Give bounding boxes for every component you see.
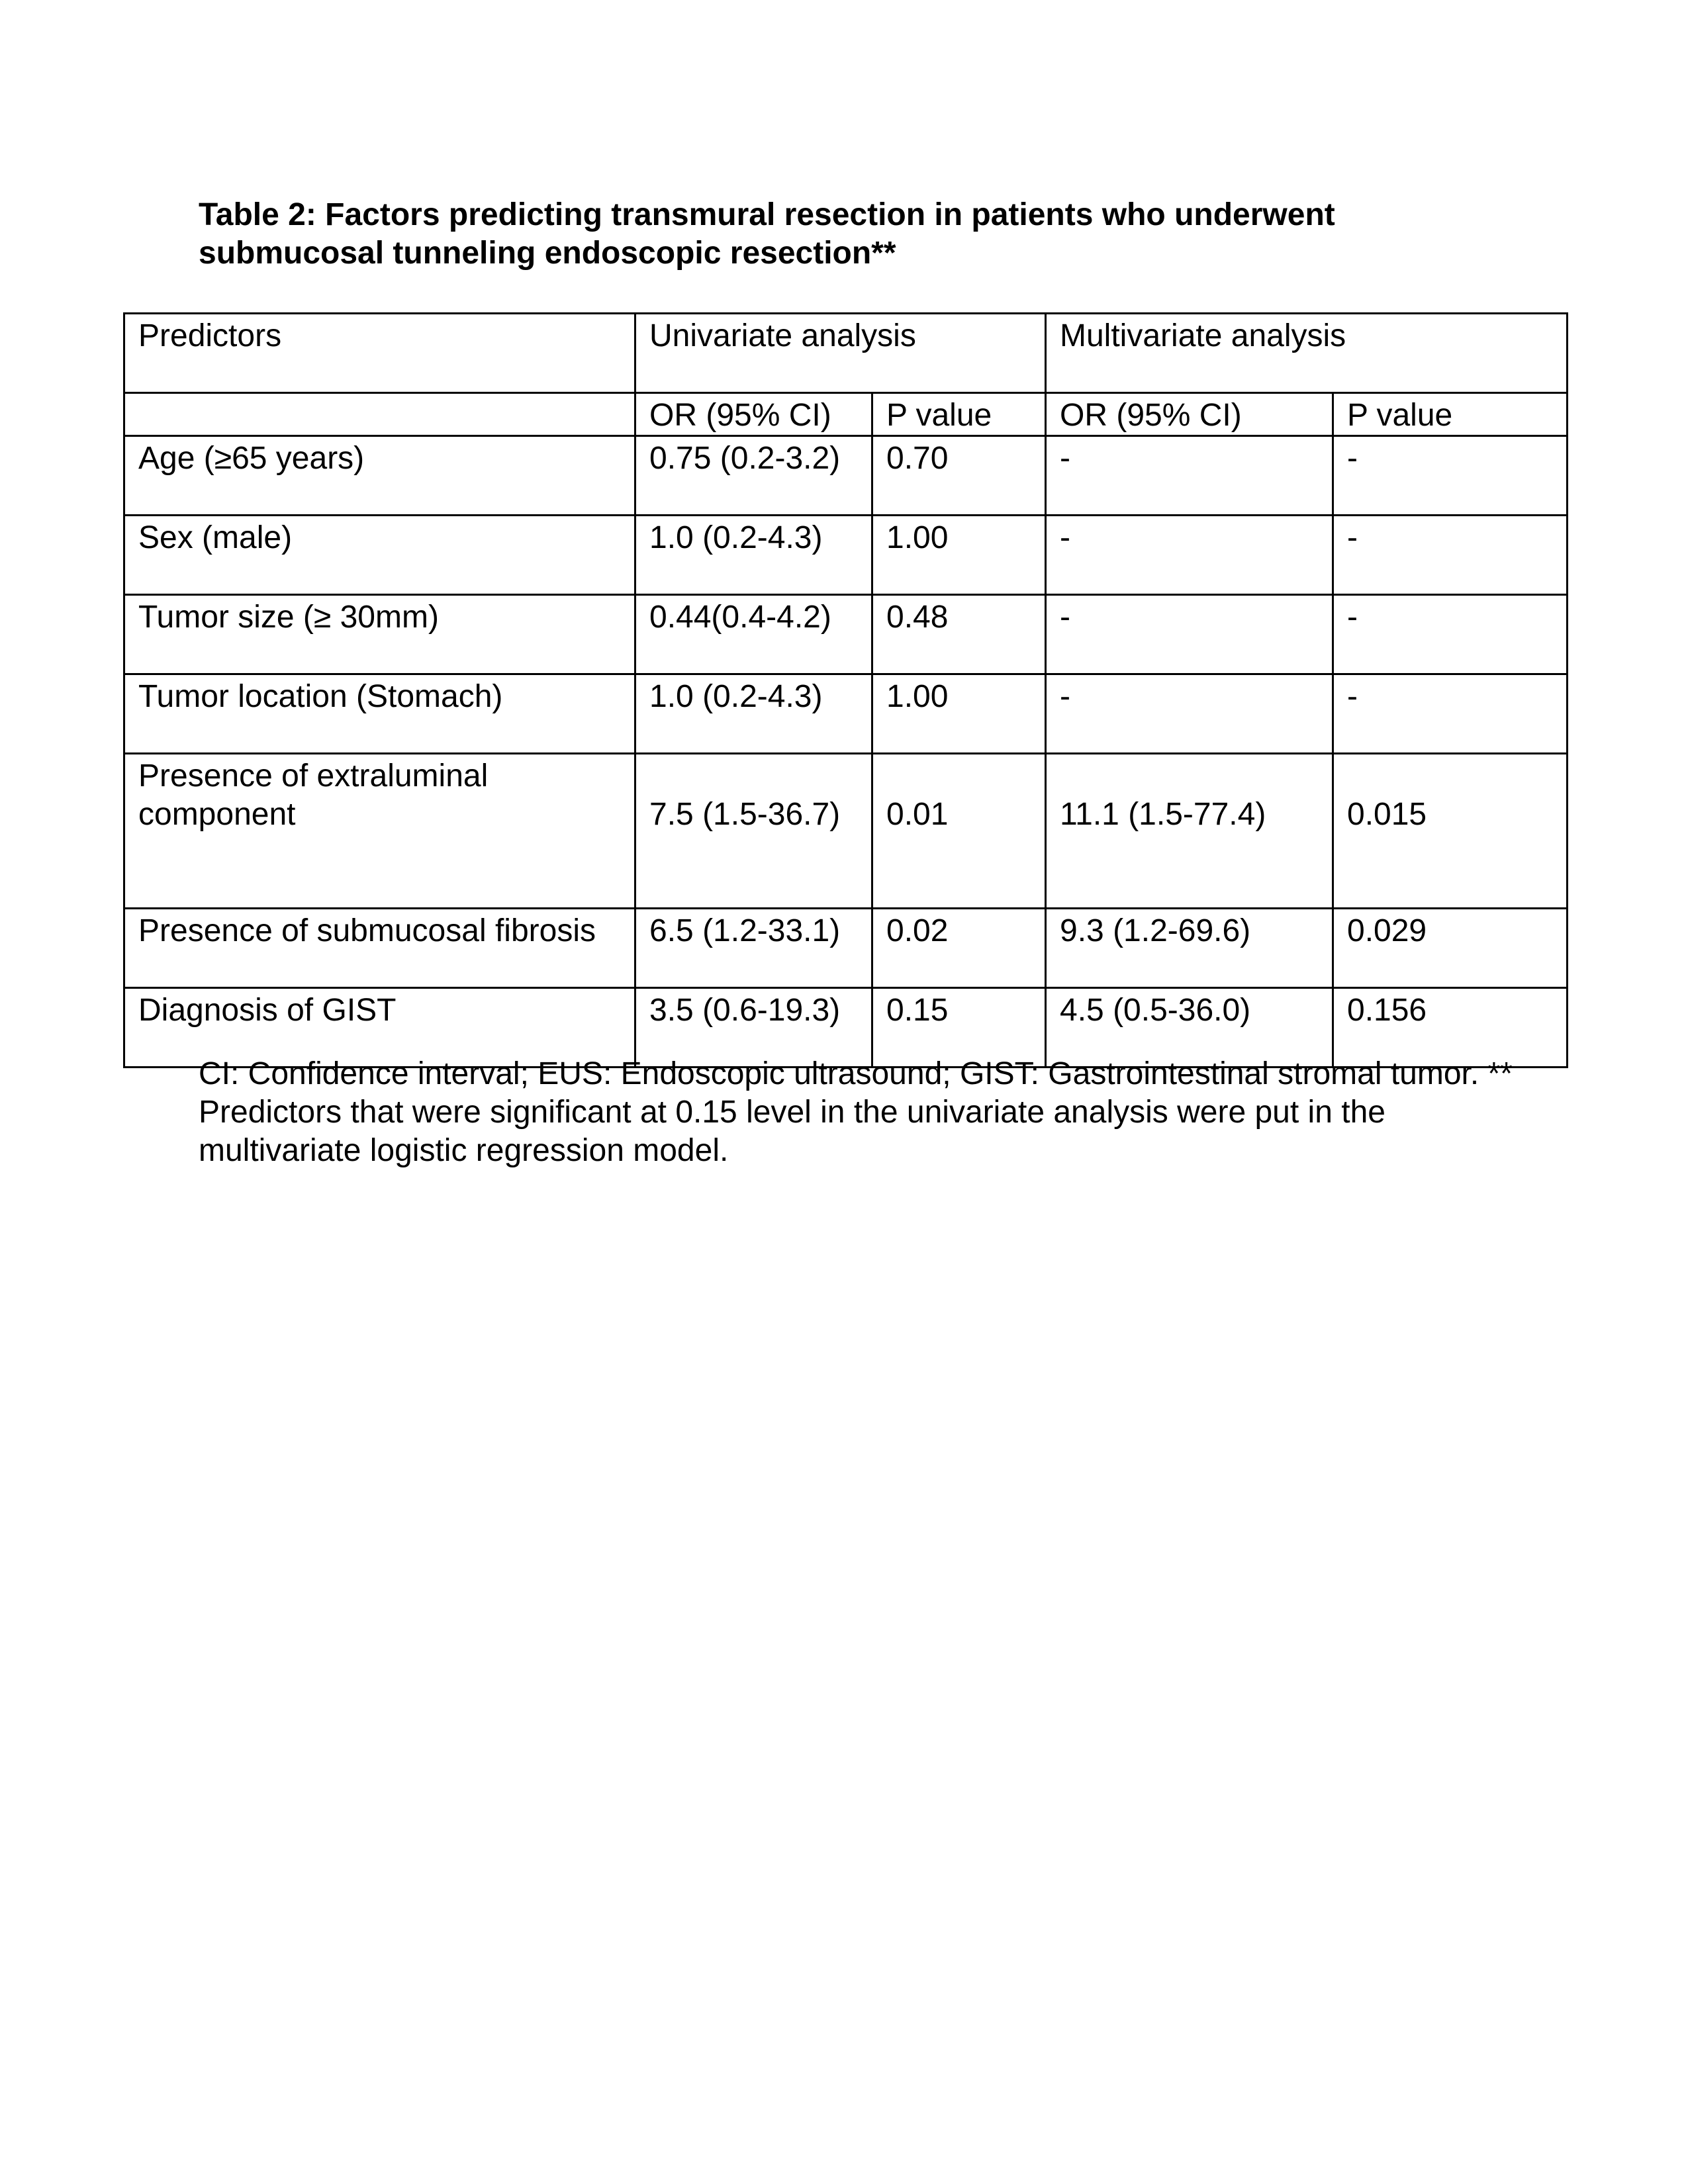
univariate-or-cell: 7.5 (1.5-36.7) <box>635 754 872 909</box>
univariate-p-cell: 1.00 <box>872 516 1046 595</box>
subheader-cell: P value <box>1333 393 1568 436</box>
predictor-cell: Tumor location (Stomach) <box>124 674 635 754</box>
table-title: Table 2: Factors predicting transmural resection in patients who underwent submucosal tunneling endoscopic resection** <box>199 197 1335 271</box>
table-footnote: CI: Confidence interval; EUS: Endoscopic ultrasound; GIST: Gastrointestinal stromal tumor. ** Predictors that were significant at 0.15 level in the univariate analysis were put in the multivariate logistic regression model. <box>199 1056 1513 1168</box>
multivariate-or-cell: 9.3 (1.2-69.6) <box>1046 909 1333 988</box>
univariate-p-cell: 0.01 <box>872 754 1046 909</box>
table-row <box>124 909 1568 988</box>
table-header-row <box>124 314 1568 393</box>
multivariate-or-cell: 4.5 (0.5-36.0) <box>1046 988 1333 1068</box>
table-container <box>123 312 1568 1068</box>
header-multivariate: Multivariate analysis <box>1046 314 1568 393</box>
univariate-p-cell: 0.70 <box>872 436 1046 516</box>
univariate-or-cell: 0.44(0.4-4.2) <box>635 595 872 674</box>
table-row <box>124 516 1568 595</box>
multivariate-p-cell: - <box>1333 674 1568 754</box>
univariate-p-cell: 0.15 <box>872 988 1046 1068</box>
multivariate-or-cell: 11.1 (1.5-77.4) <box>1046 754 1333 909</box>
table-row <box>124 674 1568 754</box>
multivariate-p-cell: - <box>1333 595 1568 674</box>
univariate-or-cell: 0.75 (0.2-3.2) <box>635 436 872 516</box>
univariate-or-cell: 6.5 (1.2-33.1) <box>635 909 872 988</box>
multivariate-or-cell: - <box>1046 516 1333 595</box>
univariate-p-cell: 1.00 <box>872 674 1046 754</box>
univariate-or-cell: 3.5 (0.6-19.3) <box>635 988 872 1068</box>
multivariate-or-cell: - <box>1046 595 1333 674</box>
predictors-table <box>123 312 1568 1068</box>
header-predictors: Predictors <box>124 314 635 393</box>
multivariate-or-cell: - <box>1046 436 1333 516</box>
univariate-or-cell: 1.0 (0.2-4.3) <box>635 516 872 595</box>
multivariate-or-cell: - <box>1046 674 1333 754</box>
multivariate-p-cell: 0.156 <box>1333 988 1568 1068</box>
subheader-cell: OR (95% CI) <box>635 393 872 436</box>
subheader-cell <box>124 393 635 436</box>
predictor-cell: Presence of submucosal fibrosis <box>124 909 635 988</box>
predictor-cell: Age (≥65 years) <box>124 436 635 516</box>
multivariate-p-cell: - <box>1333 516 1568 595</box>
predictor-cell: Diagnosis of GIST <box>124 988 635 1068</box>
predictor-cell: Sex (male) <box>124 516 635 595</box>
multivariate-p-cell: - <box>1333 436 1568 516</box>
univariate-or-cell: 1.0 (0.2-4.3) <box>635 674 872 754</box>
table-row <box>124 436 1568 516</box>
table-subheader-row <box>124 393 1568 436</box>
subheader-cell: OR (95% CI) <box>1046 393 1333 436</box>
multivariate-p-cell: 0.015 <box>1333 754 1568 909</box>
predictor-cell: Tumor size (≥ 30mm) <box>124 595 635 674</box>
multivariate-p-cell: 0.029 <box>1333 909 1568 988</box>
univariate-p-cell: 0.02 <box>872 909 1046 988</box>
univariate-p-cell: 0.48 <box>872 595 1046 674</box>
predictor-cell: Presence of extraluminal component <box>124 754 635 909</box>
header-univariate: Univariate analysis <box>635 314 1046 393</box>
table-row <box>124 595 1568 674</box>
subheader-cell: P value <box>872 393 1046 436</box>
table-row <box>124 754 1568 909</box>
